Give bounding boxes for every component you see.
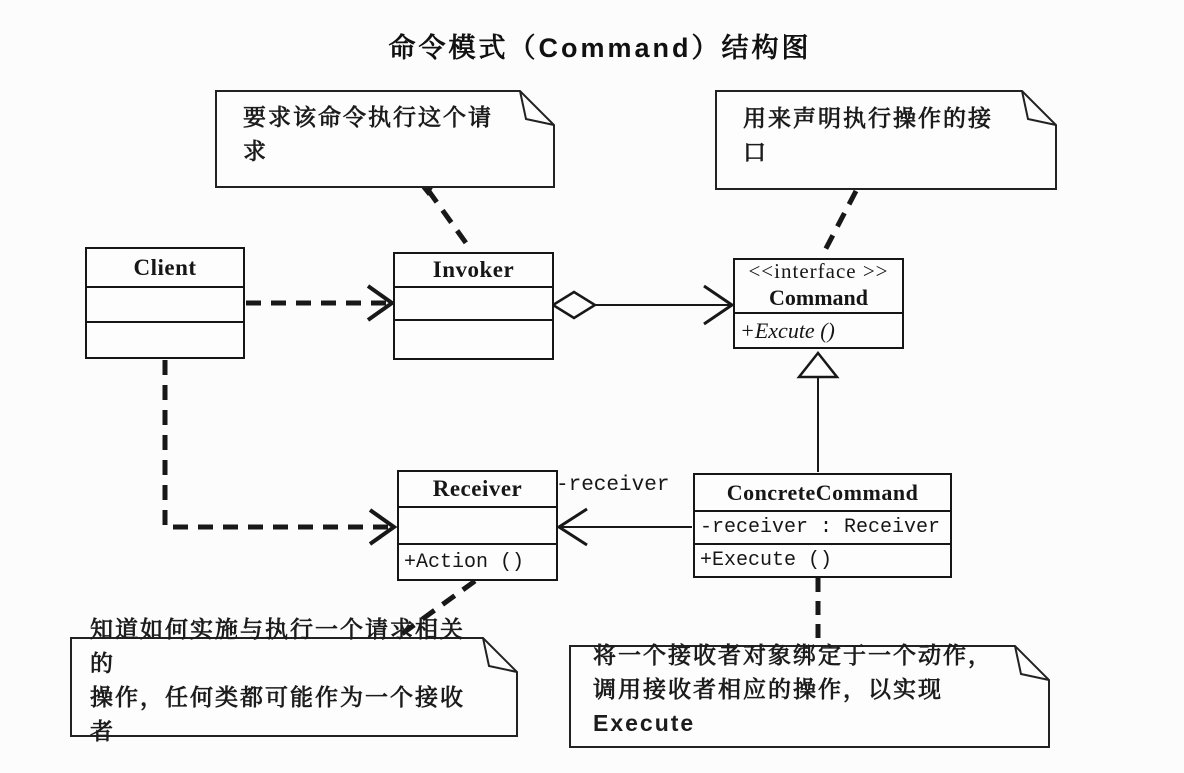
method-label: +Excute ()	[740, 317, 835, 343]
note-line: 操作，任何类都可能作为一个接收者	[90, 684, 465, 744]
edge-command-realization	[799, 353, 837, 472]
class-name: Command	[735, 284, 902, 314]
edge-invoker-command-aggregation	[553, 286, 732, 324]
class-concrete-command	[693, 473, 952, 578]
method-label: +Execute ()	[700, 549, 833, 572]
note-line: 调用接收者相应的操作，以实现 Execute	[593, 675, 943, 736]
attribute-label: -receiver : Receiver	[695, 512, 950, 545]
diagram-title: 命令模式（Command）结构图	[388, 33, 812, 63]
class-name: Invoker	[395, 254, 552, 288]
note-top-right	[715, 90, 1057, 190]
methods-compartment	[395, 321, 552, 358]
note-top-left	[215, 90, 555, 188]
note-connector-invoker	[420, 186, 471, 250]
class-client	[85, 247, 245, 359]
note-bottom-left	[70, 616, 518, 744]
receiver-role-label: -receiver	[556, 474, 670, 497]
class-name: ConcreteCommand	[695, 475, 950, 512]
class-name: Client	[87, 249, 243, 288]
edge-client-invoker-dependency	[246, 286, 392, 320]
note-connector-command	[822, 191, 856, 256]
class-name: Receiver	[399, 472, 556, 508]
method-label: +Action ()	[404, 550, 525, 574]
note-line: 知道如何实施与执行一个请求相关的	[90, 616, 465, 676]
note-line: 将一个接收者对象绑定于一个动作，	[593, 641, 993, 668]
attributes-compartment	[87, 288, 243, 323]
note-line: 用来声明执行操作的接口	[743, 105, 993, 165]
edge-concretecommand-receiver-association	[559, 509, 692, 545]
attributes-compartment	[395, 288, 552, 321]
methods-compartment	[87, 323, 243, 357]
note-line: 要求该命令执行这个请求	[243, 104, 493, 164]
edge-client-receiver-dependency	[165, 360, 394, 544]
class-receiver	[397, 470, 558, 581]
class-invoker	[393, 252, 554, 360]
class-command	[733, 258, 904, 349]
note-bottom-right	[569, 641, 1050, 748]
stereotype-label: <<interface >>	[748, 259, 889, 283]
attributes-compartment	[399, 508, 556, 545]
